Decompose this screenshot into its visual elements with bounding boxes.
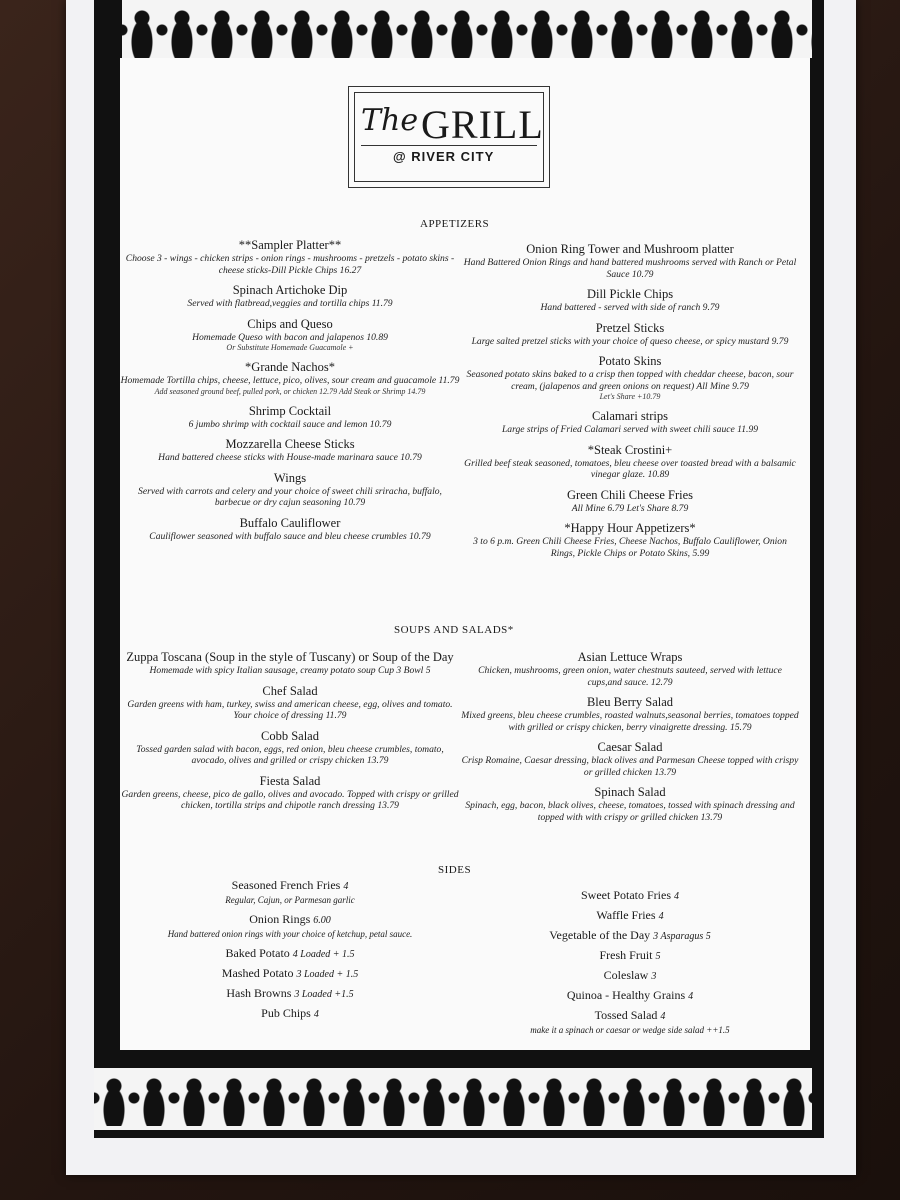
restaurant-logo bbox=[348, 86, 550, 188]
menu-item-description: Served with flatbread,veggies and tortilla chips 11.79 bbox=[187, 298, 393, 309]
menu-item bbox=[120, 238, 460, 276]
side-item-price: 4 Loaded + 1.5 bbox=[292, 949, 355, 960]
side-item bbox=[460, 908, 800, 924]
logo-grill: GRILL bbox=[421, 102, 544, 147]
side-item-price: 4 bbox=[343, 881, 349, 892]
menu-item-description: Grilled beef steak seasoned, tomatoes, bleu cheese over toasted bread with a balsamic vinegar glaze. 10.89 bbox=[464, 457, 796, 480]
menu-item-description: Large strips of Fried Calamari served with sweet chili sauce 11.99 bbox=[501, 424, 759, 435]
menu-item-name: **Sampler Platter** bbox=[238, 238, 342, 252]
menu-item bbox=[460, 521, 800, 559]
side-item bbox=[120, 986, 460, 1002]
menu-item bbox=[460, 354, 800, 402]
side-item-name: Onion Rings bbox=[249, 912, 314, 926]
logo-the: The bbox=[361, 103, 419, 138]
menu-item bbox=[120, 684, 460, 722]
menu-item bbox=[460, 287, 800, 314]
menu-item bbox=[460, 409, 800, 436]
menu-item-name: Green Chili Cheese Fries bbox=[566, 487, 693, 502]
side-item-price: 3 Loaded + 1.5 bbox=[296, 969, 359, 980]
menu-item bbox=[120, 650, 460, 677]
menu-item-name: Buffalo Cauliflower bbox=[239, 515, 341, 530]
menu-item bbox=[120, 437, 460, 464]
side-item-price: 5 bbox=[655, 951, 661, 962]
side-item-price: 3 Asparagus 5 bbox=[653, 931, 711, 942]
menu-item bbox=[120, 516, 460, 543]
menu-item-description: Choose 3 - wings - chicken strips - onion rings - mushrooms - pretzels - potato skins - cheese sticks-Dill Pickle Chips 16.27 bbox=[125, 253, 455, 276]
menu-item-name: *Grande Nachos* bbox=[245, 360, 335, 374]
menu-content bbox=[120, 58, 810, 1050]
side-item-price: 4 bbox=[658, 911, 664, 922]
section-title-appetizers: APPETIZERS bbox=[420, 218, 490, 230]
menu-item-description: Chicken, mushrooms, green onion, water chestnuts sauteed, served with lettuce cups,and sauce. 12.79 bbox=[478, 665, 782, 688]
side-item-name: Pub Chips bbox=[261, 1006, 314, 1020]
menu-item-name: *Steak Crostini+ bbox=[587, 442, 673, 457]
menu-item-name: Mozzarella Cheese Sticks bbox=[225, 437, 355, 451]
menu-item-description: 6 jumbo shrimp with cocktail sauce and lemon 10.79 bbox=[188, 418, 392, 430]
side-item-name: Baked Potato bbox=[225, 946, 293, 960]
side-item-note: Regular, Cajun, or Parmesan garlic bbox=[225, 895, 355, 905]
menu-item bbox=[460, 650, 800, 688]
side-item-note: Hand battered onion rings with your choice of ketchup, petal sauce. bbox=[167, 929, 413, 939]
soups-left-column bbox=[120, 650, 460, 819]
menu-item bbox=[460, 695, 800, 733]
menu-item bbox=[120, 317, 460, 354]
menu-item-name: Dill Pickle Chips bbox=[586, 287, 674, 301]
menu-item-description: 3 to 6 p.m. Green Chili Cheese Fries, Cheese Nachos, Buffalo Cauliflower, Onion Rings, Pickle Chips or Potato Skins, 5.99 bbox=[473, 536, 787, 559]
side-item bbox=[120, 966, 460, 982]
menu-item-note: Let's Share +10.79 bbox=[599, 392, 661, 401]
menu-item-description: Homemade with spicy Italian sausage, creamy potato soup Cup 3 Bowl 5 bbox=[149, 665, 431, 676]
side-item-price: 4 bbox=[688, 991, 694, 1002]
menu-item-description: Garden greens with ham, turkey, swiss and american cheese, egg, olives and tomato. Your choice of dressing 11.79 bbox=[127, 698, 453, 721]
menu-item bbox=[120, 283, 460, 310]
side-item-name: Fresh Fruit bbox=[599, 948, 656, 962]
menu-item bbox=[120, 471, 460, 509]
soups-right-column bbox=[460, 650, 800, 830]
menu-item bbox=[120, 360, 460, 397]
menu-item-name: Wings bbox=[273, 470, 307, 485]
menu-item-description: Hand battered cheese sticks with House-made marinara sauce 10.79 bbox=[158, 452, 422, 463]
menu-item bbox=[120, 404, 460, 431]
menu-item-name: Asian Lettuce Wraps bbox=[577, 650, 683, 664]
menu-item-description: Mixed greens, bleu cheese crumbles, roasted walnuts,seasonal berries, tomatoes topped with grilled or crispy chicken, berry vinaigrette dressing. 15.79 bbox=[461, 710, 799, 733]
side-item bbox=[460, 948, 800, 964]
menu-item-name: Chef Salad bbox=[262, 683, 318, 698]
side-item bbox=[120, 946, 460, 962]
menu-item-note: Or Substitute Homemade Guacamole + bbox=[226, 343, 354, 352]
side-item-price: 3 Loaded +1.5 bbox=[294, 989, 354, 1000]
sides-left-column bbox=[120, 878, 460, 1026]
appetizers-right-column bbox=[460, 242, 800, 566]
damask-border-bottom bbox=[94, 1068, 812, 1130]
menu-item-name: Cobb Salad bbox=[261, 728, 319, 743]
menu-item-description: Homemade Queso with bacon and jalapenos 10.89 bbox=[192, 331, 388, 343]
side-item-price: 3 bbox=[651, 971, 657, 982]
side-item-price: 4 bbox=[313, 1009, 319, 1020]
side-item bbox=[120, 878, 460, 894]
menu-item-name: Caesar Salad bbox=[597, 740, 663, 754]
menu-item-description: Tossed garden salad with bacon, eggs, red onion, bleu cheese crumbles, tomato, avocado, olives and grilled or crispy chicken 13.79 bbox=[136, 743, 444, 766]
menu-item-name: Shrimp Cocktail bbox=[248, 403, 332, 418]
side-item bbox=[120, 1006, 460, 1022]
menu-item-description: Seasoned potato skins baked to a crisp then topped with cheddar cheese, bacon, sour cream, (jalapenos and green onions on request) All Mine 9.79 bbox=[466, 369, 794, 392]
menu-item-description: Crisp Romaine, Caesar dressing, black olives and Parmesan Cheese topped with crispy or grilled chicken 13.79 bbox=[461, 755, 799, 778]
menu-item-name: Zuppa Toscana (Soup in the style of Tuscany) or Soup of the Day bbox=[126, 650, 454, 664]
menu-item-name: Spinach Artichoke Dip bbox=[232, 283, 348, 297]
menu-item bbox=[460, 443, 800, 481]
side-item-name: Tossed Salad bbox=[594, 1008, 661, 1022]
menu-item-description: Garden greens, cheese, pico de gallo, olives and avocado. Topped with crispy or grilled chicken, tortilla strips and chipotle ranch dressing 13.79 bbox=[121, 788, 459, 811]
side-item-price: 4 bbox=[674, 891, 679, 902]
menu-item bbox=[120, 774, 460, 812]
menu-item-name: Pretzel Sticks bbox=[595, 320, 665, 335]
menu-item-description: Large salted pretzel sticks with your choice of queso cheese, or spicy mustard 9.79 bbox=[471, 335, 789, 347]
menu-item-description: Hand Battered Onion Rings and hand battered mushrooms served with Ranch or Petal Sauce 10.79 bbox=[463, 257, 797, 280]
side-item-name: Quinoa - Healthy Grains bbox=[566, 988, 689, 1002]
menu-item-name: Onion Ring Tower and Mushroom platter bbox=[526, 242, 734, 256]
sides-right-column bbox=[460, 888, 800, 1042]
menu-item bbox=[460, 242, 800, 280]
side-item-name: Sweet Potato Fries bbox=[581, 888, 674, 902]
menu-item bbox=[460, 321, 800, 348]
side-item-name: Waffle Fries bbox=[596, 908, 659, 922]
menu-item-name: Calamari strips bbox=[591, 409, 669, 423]
menu-item-description: Homemade Tortilla chips, cheese, lettuce, pico, olives, sour cream and guacamole 11.79 bbox=[120, 375, 460, 386]
side-item bbox=[460, 888, 800, 904]
side-item-note: make it a spinach or caesar or wedge side salad ++1.5 bbox=[530, 1025, 730, 1035]
damask-border-top bbox=[122, 0, 812, 58]
section-title-soups-salads: SOUPS AND SALADS* bbox=[394, 624, 514, 636]
appetizers-left-column bbox=[120, 238, 460, 549]
menu-item-name: Bleu Berry Salad bbox=[586, 695, 674, 709]
side-item bbox=[460, 968, 800, 984]
side-item-name: Seasoned French Fries bbox=[231, 878, 344, 892]
side-item bbox=[460, 1008, 800, 1024]
side-item bbox=[120, 912, 460, 928]
menu-item-name: Chips and Queso bbox=[247, 316, 333, 331]
menu-item-description: Cauliflower seasoned with buffalo sauce and bleu cheese crumbles 10.79 bbox=[149, 530, 431, 542]
section-title-sides: SIDES bbox=[438, 864, 472, 876]
menu-item bbox=[460, 740, 800, 778]
menu-item-name: Fiesta Salad bbox=[259, 773, 321, 788]
menu-item-description: Hand battered - served with side of ranch 9.79 bbox=[540, 302, 720, 313]
side-item-name: Vegetable of the Day bbox=[549, 928, 654, 942]
menu-item bbox=[460, 488, 800, 515]
menu-item-name: Potato Skins bbox=[598, 354, 662, 368]
logo-subtitle: @ RIVER CITY bbox=[393, 149, 495, 164]
side-item bbox=[460, 928, 800, 944]
menu-item bbox=[460, 785, 800, 823]
menu-item-name: Spinach Salad bbox=[594, 785, 666, 799]
menu-item bbox=[120, 729, 460, 767]
side-item-price: 4 bbox=[660, 1011, 666, 1022]
side-item-name: Hash Browns bbox=[226, 986, 295, 1000]
menu-item-note: Add seasoned ground beef, pulled pork, or chicken 12.79 Add Steak or Shrimp 14.79 bbox=[154, 386, 426, 396]
side-item-name: Coleslaw bbox=[603, 968, 652, 982]
side-item-name: Mashed Potato bbox=[221, 966, 297, 980]
menu-item-description: Spinach, egg, bacon, black olives, cheese, tomatoes, tossed with spinach dressing and topped with with crispy or grilled chicken 13.79 bbox=[465, 800, 795, 823]
menu-item-name: *Happy Hour Appetizers* bbox=[564, 521, 696, 535]
menu-item-description: Served with carrots and celery and your choice of sweet chili sriracha, buffalo, barbecue or dry cajun seasoning 10.79 bbox=[138, 485, 442, 508]
side-item-price: 6.00 bbox=[313, 915, 331, 926]
side-item bbox=[460, 988, 800, 1004]
menu-item-description: All Mine 6.79 Let's Share 8.79 bbox=[571, 502, 689, 514]
